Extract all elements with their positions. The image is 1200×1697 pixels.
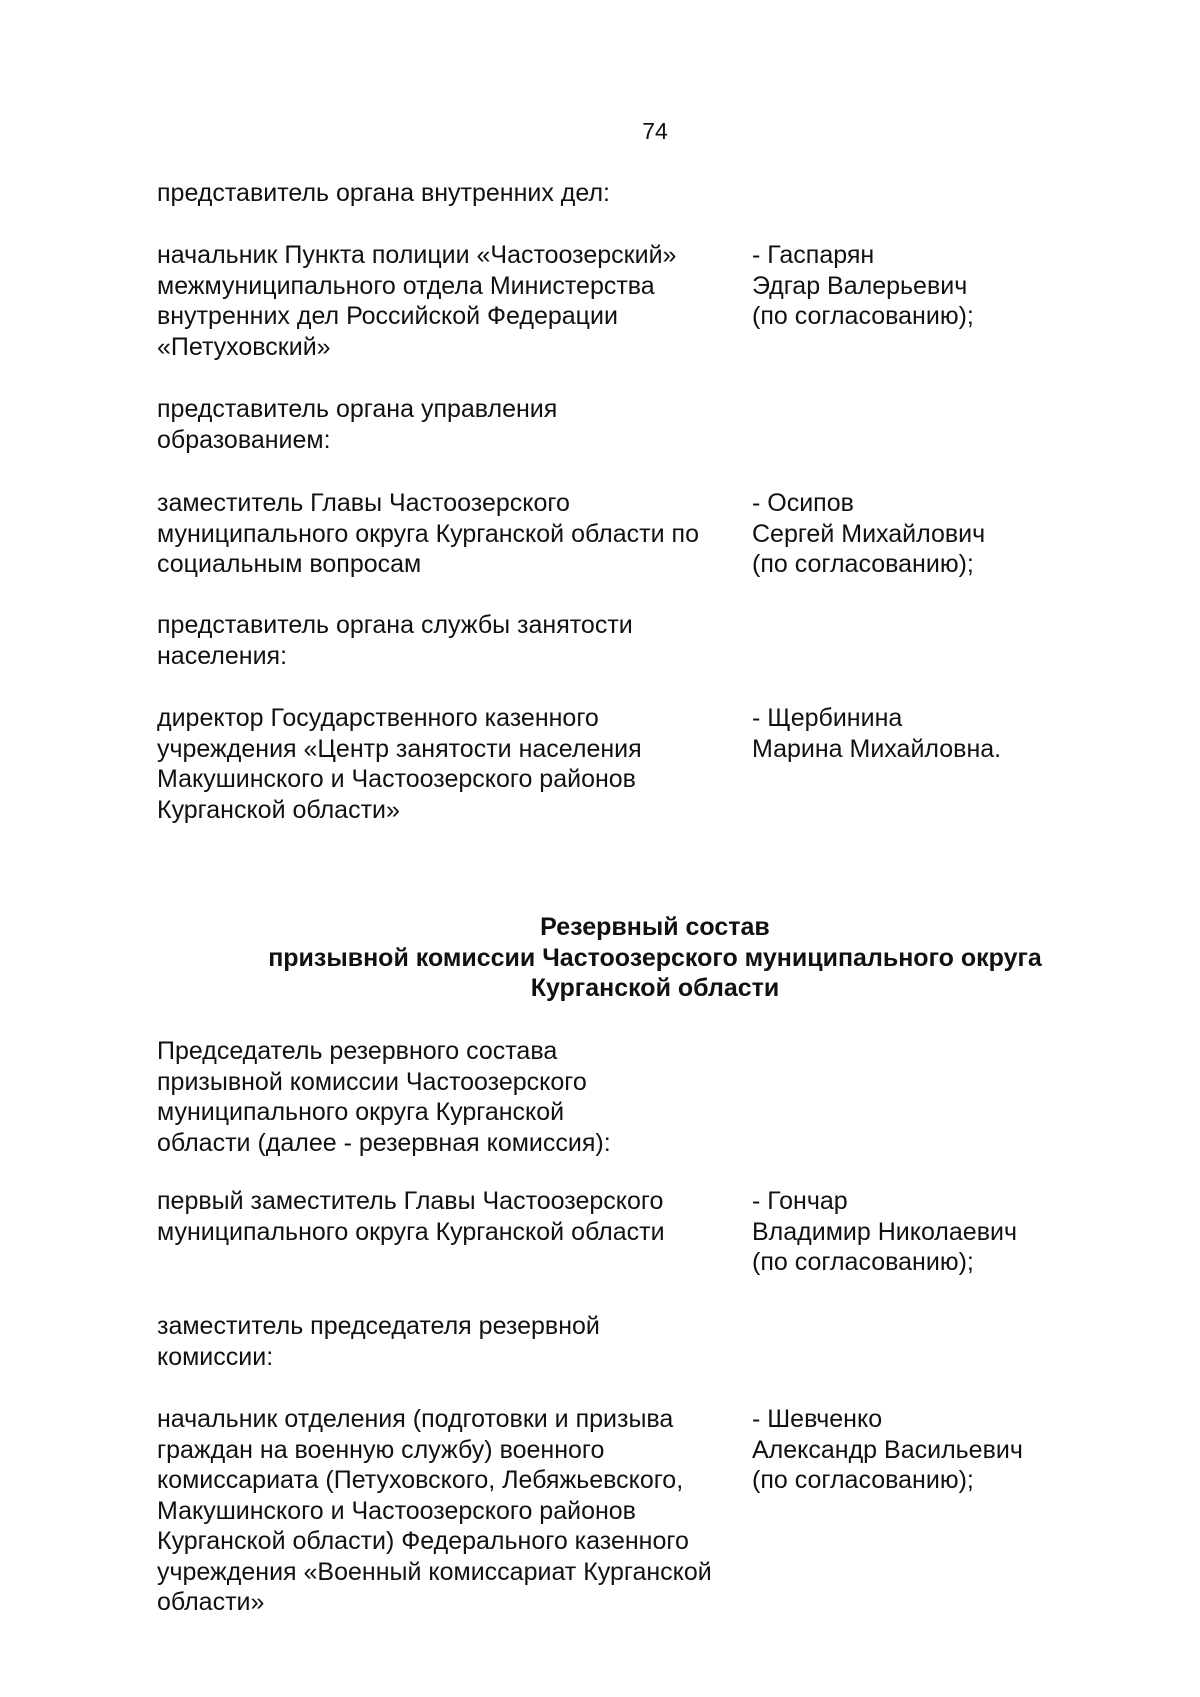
employment-position: директор Государственного казенного учреждения «Центр занятости населения Макушинского и Частоозерского районов Курганской области» <box>157 704 642 824</box>
police-position: начальник Пункта полиции «Частоозерский» межмуниципального отдела Министерства внутренних дел Российской Федерации «Петуховский» <box>157 241 677 361</box>
group-label-deputy: заместитель председателя резервной комиссии: <box>157 1312 600 1371</box>
group-label-chair: Председатель резервного состава призывной комиссии Частоозерского муниципального округа Курганской области (далее - резервная комиссия): <box>157 1037 611 1157</box>
page-number: 74 <box>642 118 668 144</box>
chair-position: первый заместитель Главы Частоозерского муниципального округа Курганской области <box>157 1187 665 1246</box>
group-label-police: представитель органа внутренних дел: <box>157 179 611 207</box>
group-label-employment: представитель органа службы занятости населения: <box>157 611 633 670</box>
deputy-position: начальник отделения (подготовки и призыва граждан на военную службу) военного комиссариата (Петуховского, Лебяжьевского, Макушинского и Частоозерского районов Курганской области) Федерального казенного учреждения «Военный комиссариат Курганской области» <box>157 1405 712 1616</box>
education-member-name: - Осипов Сергей Михайлович (по согласованию); <box>752 489 986 578</box>
education-position: заместитель Главы Частоозерского муниципального округа Курганской области по социальным вопросам <box>157 489 699 578</box>
police-member-name: - Гаспарян Эдгар Валерьевич (по согласованию); <box>752 241 974 330</box>
employment-member-name: - Щербинина Марина Михайловна. <box>752 704 1002 763</box>
deputy-member-name: - Шевченко Александр Васильевич (по согласованию); <box>752 1405 1023 1494</box>
group-label-education: представитель органа управления образованием: <box>157 395 558 454</box>
chair-member-name: - Гончар Владимир Николаевич (по согласованию); <box>752 1187 1017 1276</box>
reserve-section-heading: Резервный состав призывной комиссии Частоозерского муниципального округа Курганской области <box>268 913 1042 1002</box>
